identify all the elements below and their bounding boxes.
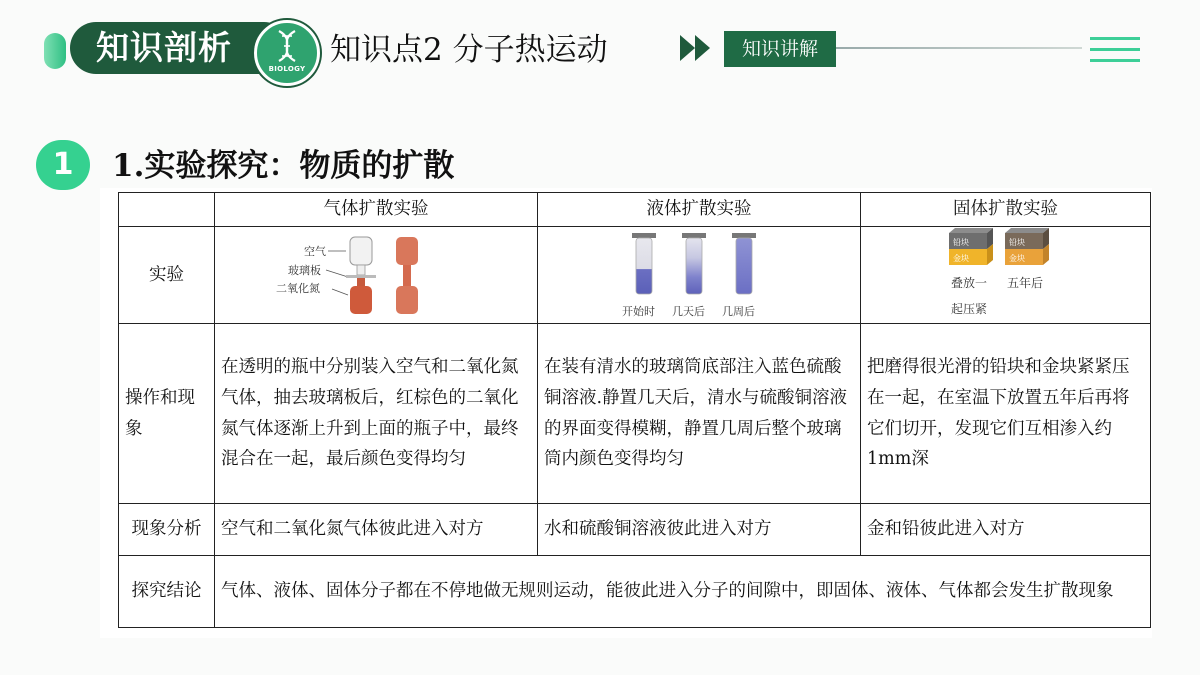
- menu-icon[interactable]: [1090, 37, 1140, 70]
- table-row-conclusion: [119, 556, 1151, 628]
- solid-caption-stack-2: 起压紧: [951, 302, 988, 316]
- conclusion-text: 气体、液体、固体分子都在不停地做无规则运动，能彼此进入分子的间隙中，即固体、液体、气体都会发生扩散现象: [215, 556, 1151, 628]
- diffusion-table: [118, 192, 1151, 628]
- dna-icon: [257, 23, 317, 83]
- row-label-operation: 操作和现象: [119, 324, 215, 504]
- double-play-icon: [680, 33, 714, 63]
- biology-badge-text: BIOLOGY: [268, 65, 306, 73]
- operation-gas: 在透明的瓶中分别装入空气和二氧化氮气体，抽去玻璃板后，红棕色的二氧化氮气体逐渐上升到上面的瓶子中，最终混合在一起，最后颜色变得均匀: [215, 324, 538, 504]
- header-cell-gas: 气体扩散实验: [215, 193, 538, 227]
- content-panel: [100, 188, 1152, 638]
- gas-diffusion-figure: [276, 229, 476, 321]
- operation-solid: 把磨得很光滑的铅块和金块紧紧压在一起，在室温下放置五年后再将它们切开，发现它们互相渗入约1mm深: [861, 324, 1151, 504]
- analysis-solid: 金和铅彼此进入对方: [861, 504, 1151, 556]
- lead-block-label-2: 铅块: [1009, 238, 1025, 247]
- gold-block-label-2: 金块: [1009, 254, 1025, 263]
- section-title: 1.实验探究：物质的扩散: [112, 148, 455, 184]
- knowledge-tag: 知识讲解: [724, 31, 836, 67]
- table-row-operation: [119, 324, 1151, 504]
- gas-label-air: 空气: [304, 245, 326, 258]
- lead-block-label-1: 铅块: [953, 238, 969, 247]
- header-cell-liquid: 液体扩散实验: [538, 193, 861, 227]
- gold-block-label-1: 金块: [953, 254, 969, 263]
- section-number-badge: 1: [36, 140, 90, 190]
- page-title: 知识点2 分子热运动: [330, 32, 608, 68]
- liquid-label-start: 开始时: [622, 305, 655, 318]
- header-divider: [836, 47, 1082, 49]
- header-cell-empty: [119, 193, 215, 227]
- table-row-experiment: [119, 227, 1151, 324]
- solid-diffusion-figure: [861, 227, 1151, 323]
- liquid-label-weeks: 几周后: [722, 305, 755, 318]
- analysis-gas: 空气和二氧化氮气体彼此进入对方: [215, 504, 538, 556]
- solid-caption-five-years: 五年后: [1007, 276, 1044, 290]
- section-label: 知识剖析: [96, 28, 232, 67]
- row-label-experiment: 实验: [119, 227, 215, 324]
- operation-liquid: 在装有清水的玻璃筒底部注入蓝色硫酸铜溶液.静置几天后，清水与硫酸铜溶液的界面变得模糊，静置几周后整个玻璃筒内颜色变得均匀: [538, 324, 861, 504]
- liquid-diffusion-figure: [614, 229, 784, 321]
- header-cell-solid: 固体扩散实验: [861, 193, 1151, 227]
- gas-label-glass: 玻璃板: [288, 264, 321, 277]
- gas-figure-cell: [215, 227, 538, 324]
- liquid-figure-cell: [538, 227, 861, 324]
- header-accent-cap: [44, 33, 66, 69]
- table-row-analysis: [119, 504, 1151, 556]
- table-header-row: [119, 193, 1151, 227]
- liquid-label-days: 几天后: [672, 305, 705, 318]
- solid-caption-stack-1: 叠放一: [951, 276, 988, 290]
- row-label-analysis: 现象分析: [119, 504, 215, 556]
- row-label-conclusion: 探究结论: [119, 556, 215, 628]
- biology-badge: [254, 20, 320, 86]
- solid-figure-cell: [861, 227, 1151, 324]
- gas-label-no2: 二氧化氮: [276, 282, 320, 295]
- analysis-liquid: 水和硫酸铜溶液彼此进入对方: [538, 504, 861, 556]
